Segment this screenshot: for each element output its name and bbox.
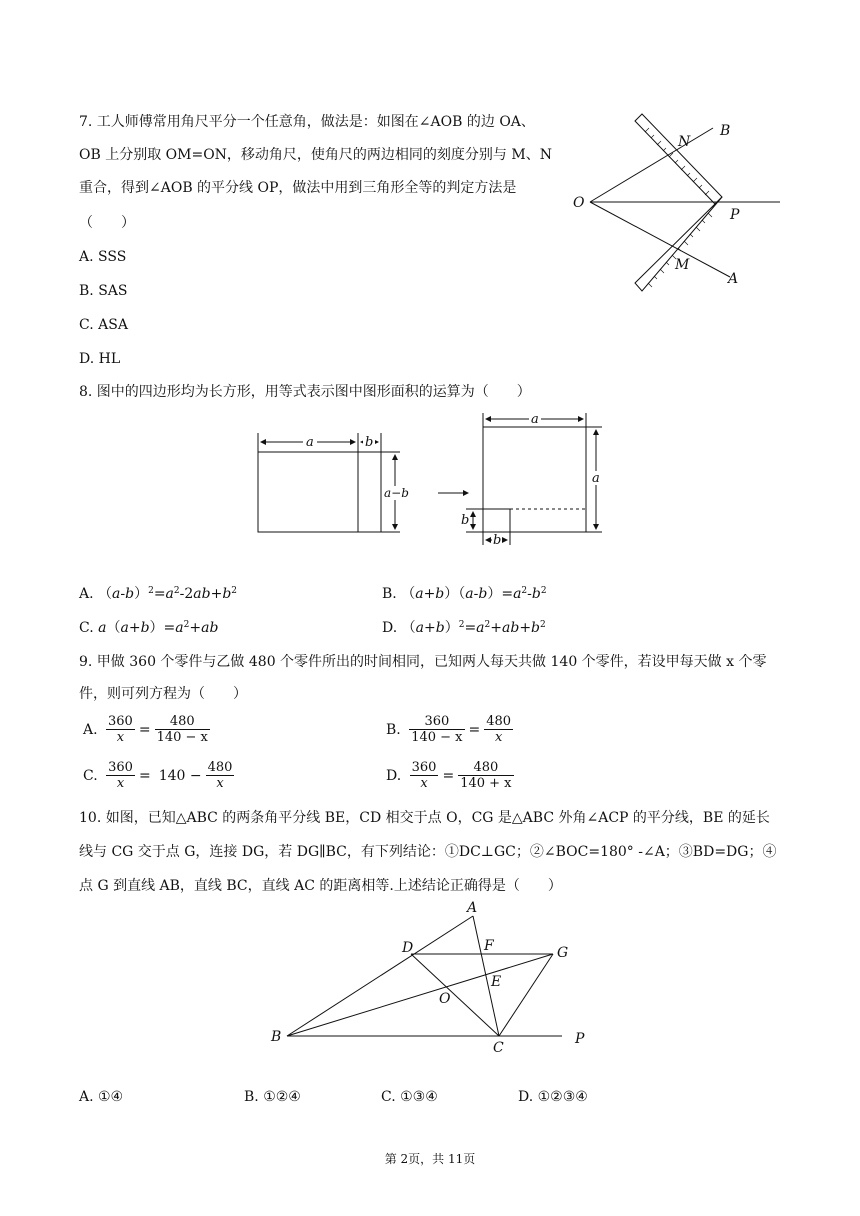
- q7-line2: OB 上分别取 OM=ON，移动角尺，使角尺的两边相同的刻度分别与 M、N: [79, 147, 552, 163]
- q10-option-d[interactable]: D. ①②③④: [518, 1089, 588, 1105]
- q10-label-a: A: [467, 900, 478, 916]
- q7-label-b: B: [720, 123, 731, 139]
- q10-triangle-figure: [262, 897, 602, 1057]
- q10-line2: 线与 CG 交于点 G，连接 DG，若 DG∥BC，有下列结论：①DC⊥GC；②∠BOC=180° -∠A；③BD=DG；④: [79, 844, 777, 860]
- q10-option-a[interactable]: A. ①④: [79, 1089, 124, 1105]
- q8-option-d[interactable]: D. $(a+b)^2=a^2+ab+b^2$: [382, 620, 546, 636]
- q8-option-b[interactable]: B. $(a+b)(a-b)=a^2-b^2$: [382, 586, 547, 602]
- q9-option-d[interactable]: D. $\frac{360}{x}$ = $\frac{480}{140 + x}$: [386, 760, 512, 791]
- q8-rectangles-figure: [250, 405, 610, 553]
- q10-label-p: P: [575, 1031, 585, 1047]
- q9-line1: 9. 甲做 360 个零件与乙做 480 个零件所出的时间相同，已知两人每天共做 140 个零件，若设甲每天做 x 个零: [79, 654, 767, 670]
- q9-option-b[interactable]: B. $\frac{360}{140 - x}$ = $\frac{480}{x}$: [386, 714, 512, 745]
- q9-option-c[interactable]: C. $\frac{360}{x}$ = 140 − $\frac{480}{x}$: [83, 760, 233, 791]
- q10-label-e: E: [491, 974, 502, 990]
- q7-label-m: M: [675, 257, 690, 273]
- q8-label-b-side: b: [461, 513, 470, 528]
- q8-label-a-minus-b: a−b: [384, 486, 409, 500]
- q9-line2: 件，则可列方程为（ ）: [79, 686, 247, 702]
- q7-angle-ruler-figure: [565, 105, 790, 300]
- q7-option-a[interactable]: A. SSS: [79, 249, 127, 265]
- q10-label-f: F: [484, 938, 494, 954]
- q10-label-d: D: [402, 940, 414, 956]
- q8-label-b-left: b: [365, 435, 374, 450]
- q7-option-c[interactable]: C. ASA: [79, 317, 128, 333]
- q10-line3: 点 G 到直线 AB，直线 BC，直线 AC 的距离相等.上述结论正确得是（ ）: [79, 878, 562, 894]
- q8-option-c[interactable]: C. $a(a+b)=a^2+ab$: [79, 620, 219, 636]
- q7-paren: （ ）: [79, 215, 135, 231]
- q9-option-a[interactable]: A. $\frac{360}{x}$ = $\frac{480}{140 - x}$: [83, 714, 208, 745]
- q10-label-o: O: [439, 991, 451, 1007]
- q7-label-a: A: [728, 271, 739, 287]
- q7-line3: 重合，得到∠AOB 的平分线 OP，做法中用到三角形全等的判定方法是: [79, 180, 517, 196]
- q10-label-c: C: [493, 1040, 504, 1056]
- q8-option-a[interactable]: A. $(a-b)^2=a^2-2ab+b^2$: [79, 586, 238, 602]
- page-footer: 第 2页，共 11页: [384, 1152, 476, 1166]
- q8-label-a-top: a: [531, 412, 539, 427]
- q7-label-o: O: [573, 195, 585, 211]
- q10-option-c[interactable]: C. ①③④: [381, 1089, 438, 1105]
- q8-label-b-bottom: b: [493, 533, 502, 548]
- q7-label-p: P: [730, 207, 740, 223]
- q10-option-b[interactable]: B. ①②④: [244, 1089, 301, 1105]
- q7-line1: 7. 工人师傅常用角尺平分一个任意角，做法是：如图在∠AOB 的边 OA、: [79, 114, 535, 130]
- q8-stem: 8. 图中的四边形均为长方形，用等式表示图中图形面积的运算为（ ）: [79, 384, 531, 400]
- q8-label-a-left: a: [306, 435, 314, 450]
- q10-line1: 10. 如图，已知△ABC 的两条角平分线 BE，CD 相交于点 O，CG 是△ABC 外角∠ACP 的平分线，BE 的延长: [79, 810, 770, 826]
- q10-label-b: B: [271, 1029, 282, 1045]
- q7-option-d[interactable]: D. HL: [79, 351, 121, 367]
- q8-label-a-right: a: [592, 471, 600, 486]
- q7-label-n: N: [678, 134, 691, 150]
- q10-label-g: G: [557, 945, 569, 961]
- q7-option-b[interactable]: B. SAS: [79, 283, 128, 299]
